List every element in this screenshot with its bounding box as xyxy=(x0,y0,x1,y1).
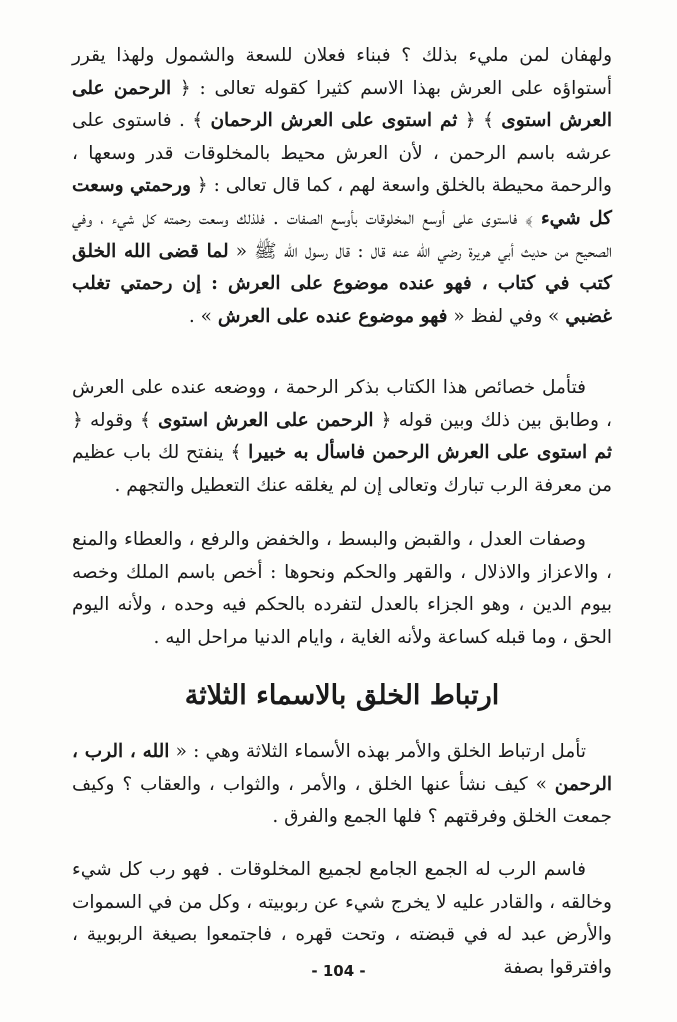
paragraph-rahman-istiwa xyxy=(72,40,612,333)
hadith-quote: فهو موضوع عنده على العرش xyxy=(217,305,448,327)
quran-quote: ثم استوى على العرش الرحمن فاسأل به خبيرا xyxy=(248,442,612,464)
page-number: - 104 - xyxy=(311,962,366,980)
text-run: ﴾ . فاستوى على عرشه باسم الرحمن ، لأن العرش محيط بالمخلوقات قدر وسعها ، والرحمة محيطة بالخلق واسعة لهم ، كما قال تعالى : ﴿ xyxy=(72,110,612,197)
hadith-quote: لما قضى الله الخلق كتب في كتاب ، فهو عنده موضوع على العرش : إن رحمتي تغلب غضبي xyxy=(72,240,612,327)
text-run: » . xyxy=(188,305,212,327)
paragraph-asma-thalatha xyxy=(72,736,612,834)
text-run: ﴾ ينفتح لك باب عظيم من معرفة الرب تبارك وتعالى إن لم يغلقه عنك التعطيل والتجهم . xyxy=(72,442,612,496)
text-run: ﴾ فاستوى على أوسع المخلوقات بأوسع الصفات . فلذلك وسعت رحمته كل شيء ، وفي الصحيح من حديث أبي هريرة رضي الله عنه قال : قال رسول الله ﷺ « xyxy=(72,207,612,262)
text-run: ولهفان لمن مليء بذلك ؟ فبناء فعلان للسعة والشمول ولهذا يقرر أستواؤه على العرش بهذا الاسم كثيرا كقوله تعالى : ﴿ xyxy=(72,45,612,99)
paragraph-text: فاسم الرب له الجمع الجامع لجميع المخلوقات . فهو رب كل شيء وخالقه ، والقادر عليه لا يخرج شيء عن ربوبيته ، وكل من في السموات والأرض عبد له في قبضته ، وتحت قهره ، فاجتمعوا بصيغة الربوبية ، وافترقوا بصفة xyxy=(72,859,612,978)
text-run: » كيف نشأ عنها الخلق ، والأمر ، والثواب ، والعقاب ؟ وكيف جمعت الخلق وفرقتهم ؟ فلها الجمع والفرق . xyxy=(72,773,612,828)
divine-names: الله ، الرب ، الرحمن xyxy=(72,741,612,795)
text-run: تأمل ارتباط الخلق والأمر بهذه الأسماء الثلاثة وهي : « xyxy=(175,741,587,762)
section-heading: ارتباط الخلق بالاسماء الثلاثة xyxy=(184,680,500,711)
text-run: ﴾ ﴿ xyxy=(464,110,494,132)
paragraph-sifat-adl xyxy=(72,524,612,654)
text-run: فتأمل خصائص هذا الكتاب بذكر الرحمة ، ووضعه عنده على العرش ، وطابق بين ذلك وبين قوله ﴿ xyxy=(72,377,612,431)
quran-quote: ثم استوى على العرش الرحمان xyxy=(210,110,458,132)
paragraph-kitab-rahma xyxy=(72,372,612,502)
quran-quote: الرحمن على العرش استوى xyxy=(72,77,612,132)
paragraph-text: وصفات العدل ، والقبض والبسط ، والخفض والرفع ، والعطاء والمنع ، والاعزاز والاذلال ، والقهر والحكم ونحوها : أخص باسم الملك وخصه بيوم الدين ، وهو الجزاء بالعدل لتفرده بالحكم فيه وحده ، ولأنه اليوم الحق ، وما قبله كساعة ولأنه الغاية ، وايام الدنيا مراحل اليه . xyxy=(72,529,612,648)
quran-quote: الرحمن على العرش استوى xyxy=(157,409,374,431)
text-run: ﴾ وقوله ﴿ xyxy=(72,409,151,431)
quran-quote: ورحمتي وسعت كل شيء xyxy=(72,175,612,229)
text-run: » وفي لفظ « xyxy=(453,305,560,327)
